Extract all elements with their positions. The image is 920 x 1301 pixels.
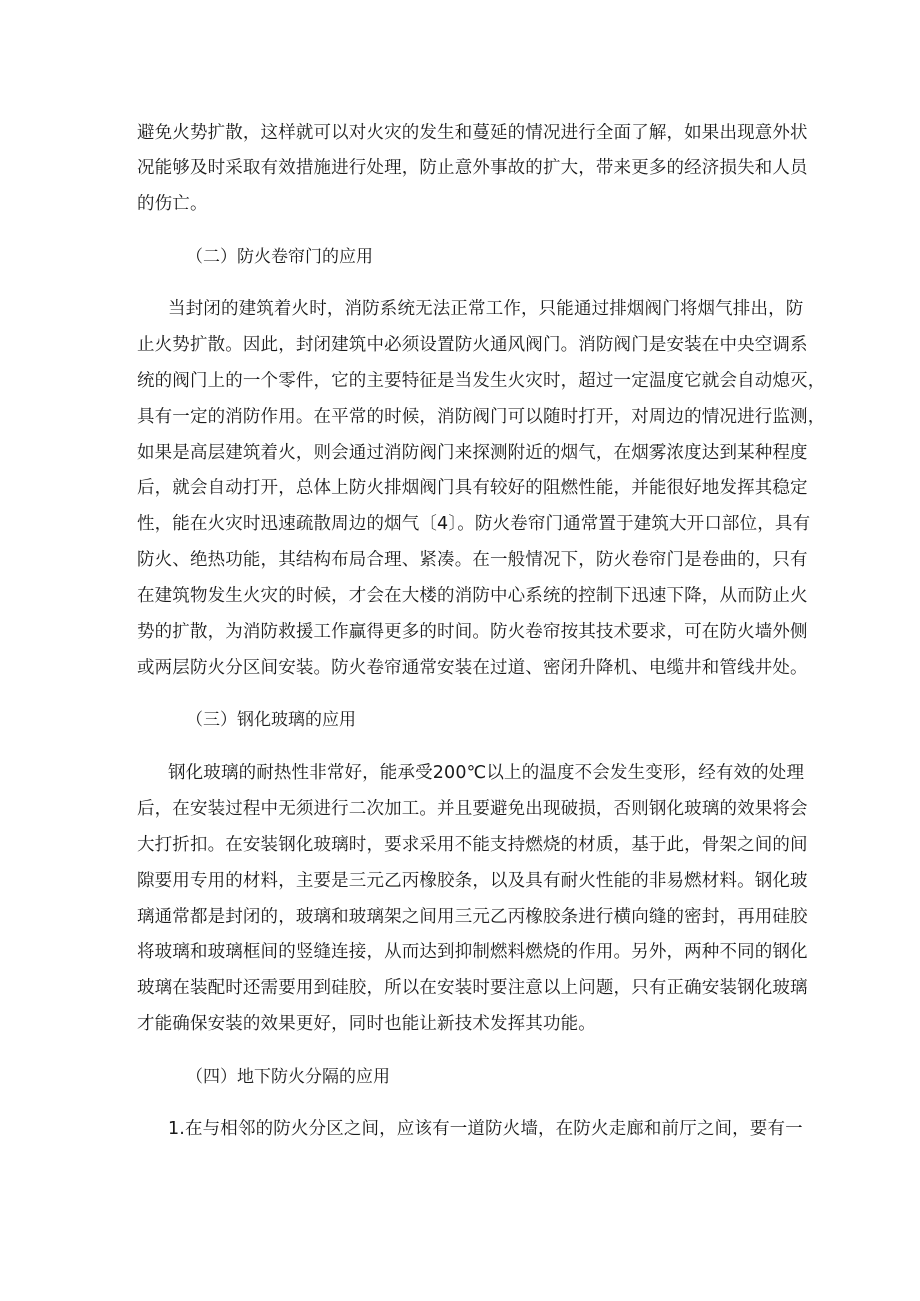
text-line: 防火、绝热功能，其结构布局合理、紧凑。在一般情况下，防火卷帘门是卷曲的，只有 <box>137 550 808 570</box>
text-line: 性，能在火灾时迅速疏散周边的烟气〔4〕。防火卷帘门通常置于建筑大开口部位，具有 <box>137 514 811 534</box>
text-line: 况能够及时采取有效措施进行处理，防止意外事故的扩大，带来更多的经济损失和人员 <box>137 158 808 178</box>
text-line: 如果是高层建筑着火，则会通过消防阀门来探测附近的烟气，在烟雾浓度达到某种程度 <box>137 443 808 463</box>
text-line: 将玻璃和玻璃框间的竖缝连接，从而达到抑制燃料燃烧的作用。另外，两种不同的钢化 <box>137 942 808 962</box>
text-line: 具有一定的消防作用。在平常的时候，消防阀门可以随时打开，对周边的情况进行监测， <box>137 407 826 427</box>
text-line: 大打折扣。在安装钢化玻璃时，要求采用不能支持燃烧的材质，基于此，骨架之间的间 <box>137 835 808 855</box>
text-line: 当封闭的建筑着火时，消防系统无法正常工作，只能通过排烟阀门将烟气排出，防 <box>168 299 804 319</box>
text-line: 的伤亡。 <box>137 194 208 214</box>
text-line: 统的阀门上的一个零件，它的主要特征是当发生火灾时，超过一定温度它就会自动熄灭， <box>137 371 826 391</box>
text-line: 避免火势扩散，这样就可以对火灾的发生和蔓延的情况进行全面了解，如果出现意外状 <box>137 123 808 143</box>
text-line: 后，就会自动打开，总体上防火排烟阀门具有较好的阻燃性能，并能很好地发挥其稳定 <box>137 478 808 498</box>
text-line: 才能确保安装的效果更好，同时也能让新技术发挥其功能。 <box>137 1014 596 1034</box>
section-heading-3: （三）钢化玻璃的应用 <box>186 710 356 730</box>
section-heading-4: （四）地下防火分隔的应用 <box>186 1067 390 1087</box>
text-line: 或两层防火分区间安装。防火卷帘通常安装在过道、密闭升降机、电缆井和管线井处。 <box>137 658 808 678</box>
section-heading-2: （二）防火卷帘门的应用 <box>186 247 373 267</box>
text-line: 后，在安装过程中无须进行二次加工。并且要避免出现破损，否则钢化玻璃的效果将会 <box>137 799 808 819</box>
text-line: 1.在与相邻的防火分区之间，应该有一道防火墙，在防火走廊和前厅之间，要有一 <box>168 1119 803 1139</box>
text-line: 玻璃在装配时还需要用到硅胶，所以在安装时要注意以上问题，只有正确安装钢化玻璃 <box>137 978 808 998</box>
text-line: 止火势扩散。因此，封闭建筑中必须设置防火通风阀门。消防阀门是安装在中央空调系 <box>137 335 808 355</box>
text-line: 隙要用专用的材料，主要是三元乙丙橡胶条，以及具有耐火性能的非易燃材料。钢化玻 <box>137 871 808 891</box>
text-line: 钢化玻璃的耐热性非常好，能承受200℃以上的温度不会发生变形，经有效的处理 <box>168 763 805 783</box>
text-line: 璃通常都是封闭的，玻璃和玻璃架之间用三元乙丙橡胶条进行横向缝的密封，再用硅胶 <box>137 907 808 927</box>
text-line: 在建筑物发生火灾的时候，才会在大楼的消防中心系统的控制下迅速下降，从而防止火 <box>137 586 808 606</box>
text-line: 势的扩散，为消防救援工作赢得更多的时间。防火卷帘按其技术要求，可在防火墙外侧 <box>137 622 808 642</box>
